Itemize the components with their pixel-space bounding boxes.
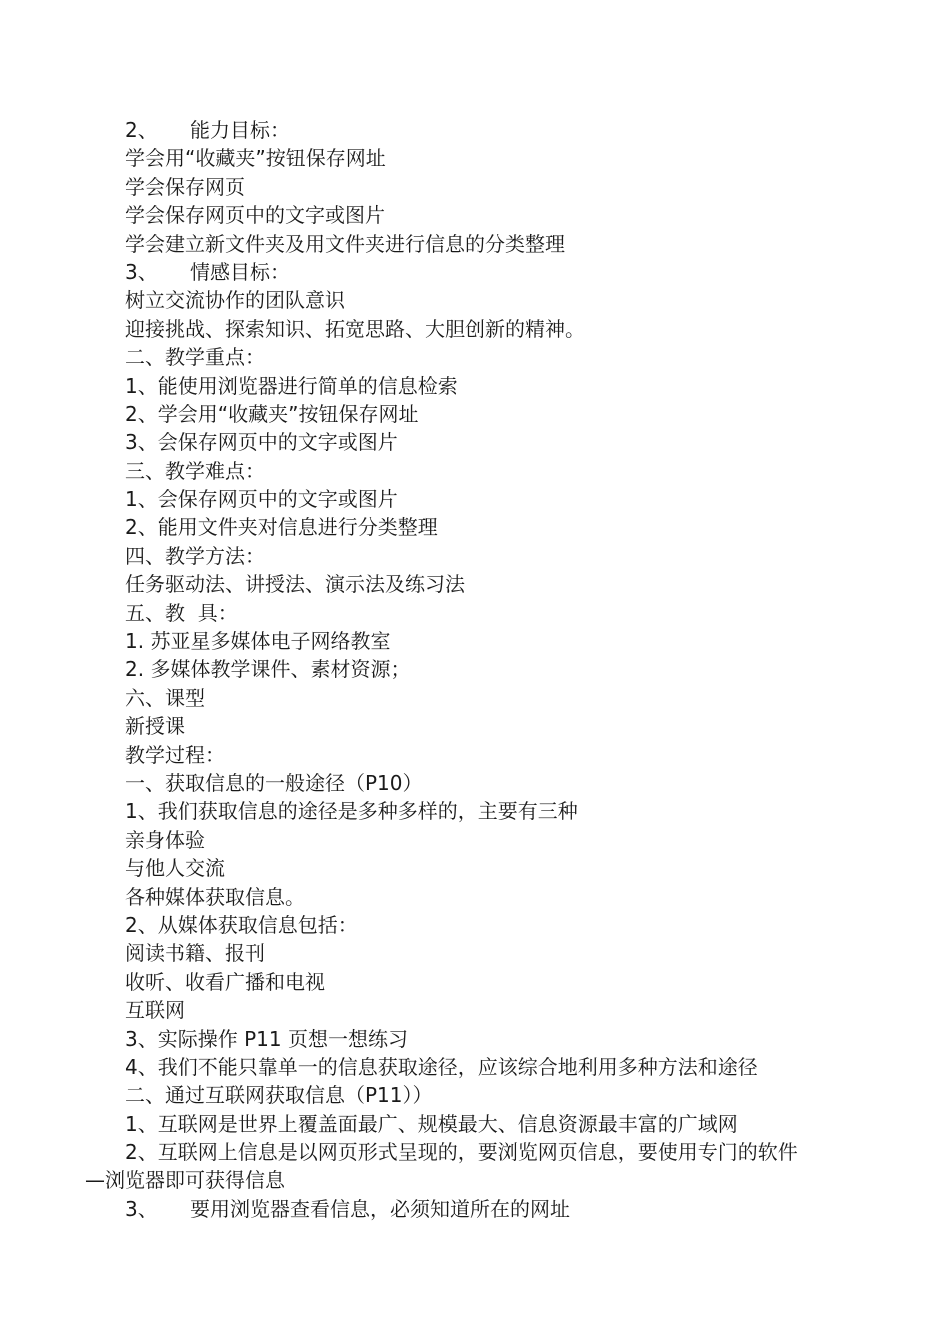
text-line: 1、能使用浏览器进行简单的信息检索: [125, 373, 458, 398]
line-text: 能力目标：: [190, 118, 290, 142]
list-number: 3、: [125, 259, 158, 284]
text-line: 新授课: [125, 714, 185, 739]
list-number: 3、: [125, 1196, 158, 1221]
text-line: 亲身体验: [125, 827, 205, 852]
section-heading: 四、教学方法：: [125, 543, 265, 568]
text-line: 阅读书籍、报刊: [125, 941, 265, 966]
wrapped-paragraph: [85, 1138, 870, 1195]
text-line: 1. 苏亚星多媒体电子网络教室: [125, 629, 391, 654]
text-line: 1、互联网是世界上覆盖面最广、规模最大、信息资源最丰富的广域网: [125, 1111, 738, 1136]
heading-ability-goal: [125, 116, 870, 144]
text-line: 1、会保存网页中的文字或图片: [125, 487, 398, 512]
text-line: 收听、收看广播和电视: [125, 969, 325, 994]
section-heading: 二、通过互联网获取信息（P11））: [125, 1083, 433, 1108]
text-line: 与他人交流: [125, 856, 225, 881]
text-line: 3、会保存网页中的文字或图片: [125, 430, 398, 455]
text-line: 学会保存网页: [125, 174, 245, 199]
document-body: [85, 116, 870, 1223]
text-line: 互联网: [125, 998, 185, 1023]
text-line: 各种媒体获取信息。: [125, 884, 305, 909]
text-line: 2. 多媒体教学课件、素材资源；: [125, 657, 411, 682]
text-line: 学会用“收藏夹”按钮保存网址: [125, 146, 386, 171]
line-text: 情感目标：: [190, 259, 290, 284]
text-line: 4、我们不能只靠单一的信息获取途径，应该综合地利用多种方法和途径: [125, 1054, 758, 1079]
section-heading: 六、课型: [125, 685, 205, 710]
section-heading: 教学过程：: [125, 742, 225, 767]
section-heading: 二、教学重点：: [125, 345, 265, 370]
text-line: 学会建立新文件夹及用文件夹进行信息的分类整理: [125, 231, 565, 256]
text-line: 2、从媒体获取信息包括：: [125, 912, 358, 937]
text-line: 迎接挑战、探索知识、拓宽思路、大胆创新的精神。: [125, 316, 585, 341]
line-text: 要用浏览器查看信息，必须知道所在的网址: [190, 1196, 570, 1221]
section-heading: 一、获取信息的一般途径（P10）: [125, 770, 423, 795]
paragraph-line-continued: —浏览器即可获得信息: [85, 1168, 285, 1193]
text-line: 2、能用文件夹对信息进行分类整理: [125, 515, 438, 540]
paragraph-line-first: 2、互联网上信息是以网页形式呈现的，要浏览网页信息，要使用专门的软件: [125, 1140, 798, 1165]
list-number: 2、: [125, 118, 158, 142]
text-line: 2、学会用“收藏夹”按钮保存网址: [125, 401, 419, 426]
section-heading: 五、教 具：: [125, 600, 238, 625]
heading-emotion-goal: [125, 258, 870, 286]
text-line: 3、实际操作 P11 页想一想练习: [125, 1026, 408, 1051]
text-line-browser-url: [125, 1195, 870, 1223]
section-heading: 三、教学难点：: [125, 458, 265, 483]
text-line: 学会保存网页中的文字或图片: [125, 203, 385, 228]
text-line: 树立交流协作的团队意识: [125, 288, 345, 313]
text-line: 1、我们获取信息的途径是多种多样的，主要有三种: [125, 799, 578, 824]
text-line: 任务驱动法、讲授法、演示法及练习法: [125, 572, 465, 597]
